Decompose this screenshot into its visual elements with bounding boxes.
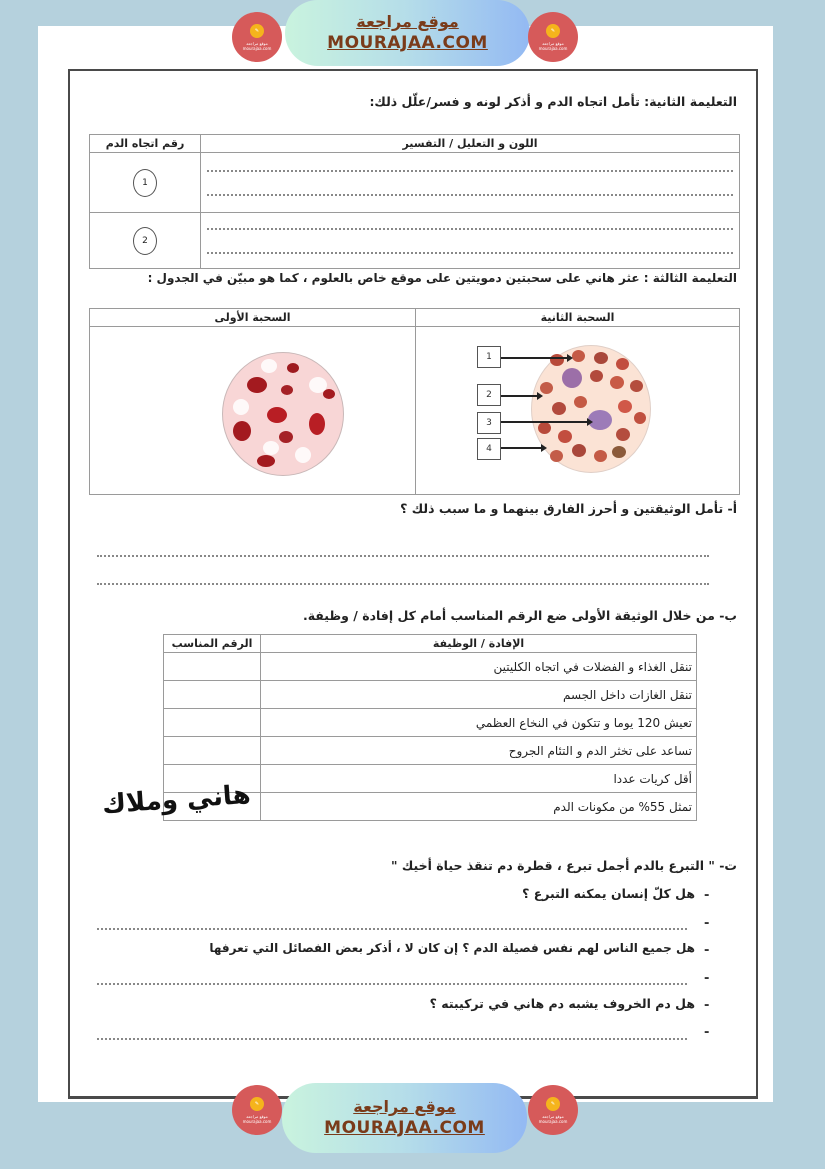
bullet-dash: - xyxy=(704,916,710,931)
sub-question-3: هل دم الخروف يشبه دم هاني في تركيبته ؟ xyxy=(429,996,695,1011)
smear-label-2: 2 xyxy=(477,384,501,406)
question-a: أ- تأمل الوثيقتين و أحرز الفارق بينهما و ما سبب ذلك ؟ xyxy=(400,501,737,516)
function-row: تساعد على تخثر الدم و التئام الجروح xyxy=(261,737,697,765)
task2-row-number xyxy=(90,213,201,269)
site-banner-top[interactable] xyxy=(285,0,530,66)
site-logo-left[interactable] xyxy=(232,12,282,62)
smear-header-second: السحبة الثانية xyxy=(416,309,740,327)
logo-icon: ✎ xyxy=(546,24,560,38)
site-logo-right-footer[interactable] xyxy=(528,1085,578,1135)
logo-caption: موقع مراجعة mourajaa.com xyxy=(242,40,272,51)
bullet-dash: - xyxy=(704,971,710,986)
answer-line[interactable] xyxy=(97,583,709,585)
bullet-dash: - xyxy=(704,888,710,903)
task2-header-explanation: اللون و التعليل / التفسير xyxy=(201,135,740,153)
arrow-icon xyxy=(501,421,589,423)
task3-title: التعليمة الثالثة : عثر هاني على سحبتين دمويتين على موقع خاص بالعلوم ، كما هو مبيّن في الجدول : xyxy=(147,271,737,285)
function-row: تعيش 120 يوما و تتكون في النخاع العظمي xyxy=(261,709,697,737)
function-row: تمثل 55% من مكونات الدم xyxy=(261,793,697,821)
sub-question-2: هل جميع الناس لهم نفس فصيلة الدم ؟ إن كان لا ، أذكر بعض الفصائل التي تعرفها xyxy=(209,941,695,955)
bullet-dash: - xyxy=(704,1025,710,1040)
answer-line[interactable] xyxy=(97,983,687,985)
banner-english-text: MOURAJAA.COM xyxy=(327,33,488,53)
smear-label-1: 1 xyxy=(477,346,501,368)
direction-circle-2: 2 xyxy=(133,227,157,255)
number-input-cell[interactable] xyxy=(164,681,261,709)
function-header-number: الرقم المناسب xyxy=(164,635,261,653)
logo-caption: موقع مراجعة mourajaa.com xyxy=(538,40,568,51)
task2-row-number xyxy=(90,153,201,213)
banner-arabic-text: موقع مراجعة xyxy=(356,12,459,31)
function-row: تنقل الغذاء و الفضلات في اتجاه الكليتين xyxy=(261,653,697,681)
task2-table xyxy=(89,134,740,269)
smear-label-3: 3 xyxy=(477,412,501,434)
answer-line[interactable] xyxy=(97,928,687,930)
task2-header-number: رقم اتجاه الدم xyxy=(90,135,201,153)
site-banner-bottom[interactable] xyxy=(282,1083,527,1153)
number-input-cell[interactable] xyxy=(164,737,261,765)
answer-line xyxy=(207,194,733,196)
blood-smear-first-image xyxy=(531,345,651,473)
banner-english-text: MOURAJAA.COM xyxy=(324,1118,485,1138)
function-row: تنقل الغازات داخل الجسم xyxy=(261,681,697,709)
task2-title: التعليمة الثانية: تأمل اتجاه الدم و أذكر لونه و فسر/علّل ذلك: xyxy=(369,94,737,109)
task2-answer-cell-1[interactable] xyxy=(201,153,740,213)
logo-icon: ✎ xyxy=(250,1097,264,1111)
logo-icon: ✎ xyxy=(546,1097,560,1111)
task2-answer-cell-2[interactable] xyxy=(201,213,740,269)
function-header-function: الإفادة / الوظيفة xyxy=(261,635,697,653)
blood-smear-second-image xyxy=(222,352,344,476)
question-c: ت- " التبرع بالدم أجمل تبرع ، قطرة دم تنقذ حياة أخيك " xyxy=(391,858,737,873)
arrow-icon xyxy=(501,447,543,449)
function-row: أقل كريات عددا xyxy=(261,765,697,793)
logo-caption: موقع مراجعة mourajaa.com xyxy=(242,1113,272,1124)
site-logo-right[interactable] xyxy=(528,12,578,62)
logo-icon: ✎ xyxy=(250,24,264,38)
site-logo-left-footer[interactable] xyxy=(232,1085,282,1135)
answer-line[interactable] xyxy=(97,1038,687,1040)
number-input-cell[interactable] xyxy=(164,709,261,737)
arrow-icon xyxy=(501,395,539,397)
answer-line xyxy=(207,252,733,254)
number-input-cell[interactable] xyxy=(164,653,261,681)
smear-header-first: السحبة الأولى xyxy=(90,309,416,327)
question-b: ب- من خلال الوثيقة الأولى ضع الرقم المناسب أمام كل إفادة / وظيفة. xyxy=(302,608,737,623)
direction-circle-1: 1 xyxy=(133,169,157,197)
sub-question-1: هل كلّ إنسان يمكنه التبرع ؟ xyxy=(522,886,695,901)
smear-label-4: 4 xyxy=(477,438,501,460)
handwritten-signature: هاني وملاك xyxy=(101,779,252,821)
logo-caption: موقع مراجعة mourajaa.com xyxy=(538,1113,568,1124)
bullet-dash: - xyxy=(704,943,710,958)
banner-arabic-text: موقع مراجعة xyxy=(353,1097,456,1116)
answer-line[interactable] xyxy=(97,555,709,557)
answer-line xyxy=(207,170,733,172)
arrow-icon xyxy=(501,357,569,359)
answer-line xyxy=(207,228,733,230)
bullet-dash: - xyxy=(704,998,710,1013)
